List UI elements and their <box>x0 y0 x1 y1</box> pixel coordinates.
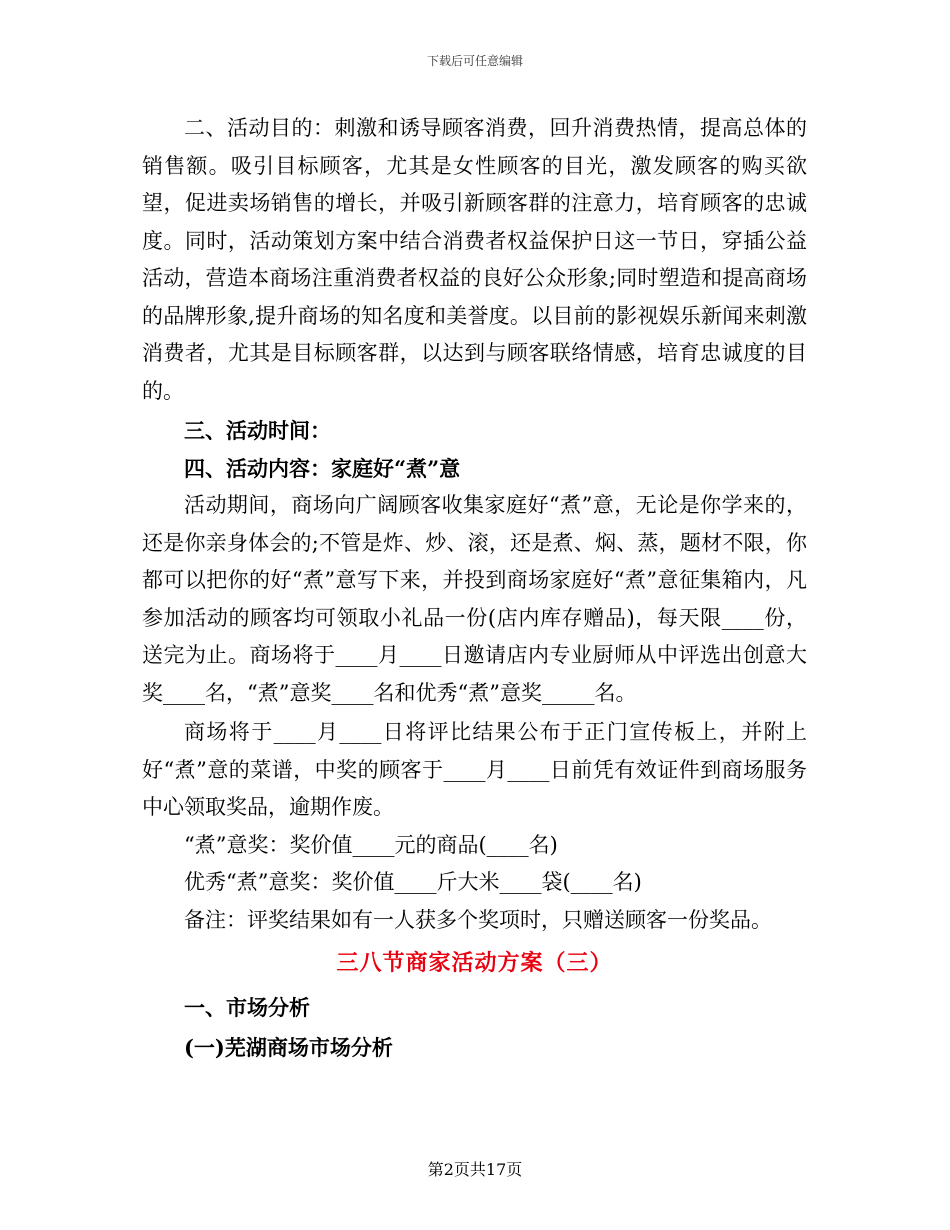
paragraph-activity-details: 活动期间，商场向广阔顾客收集家庭好“煮”意，无论是你学来的，还是你亲身体会的;不管是炸、炒、滚，还是煮、焖、蒸，题材不限，你都可以把你的好“煮”意写下来，并投到商场家庭好“煮”意征集箱内，凡参加活动的顾客均可领取小礼品一份(店内库存赠品)，每天限____份，送完为止。商场将于____月____日邀请店内专业厨师从中评选出创意大奖____名，“煮”意奖____名和优秀“煮”意奖_____名。 <box>142 493 807 705</box>
heading-activity-content: 四、活动内容：家庭好“煮”意 <box>184 455 461 481</box>
paragraph-prize-idea: “煮”意奖：奖价值____元的商品(____名) <box>184 832 558 857</box>
paragraph-results-announcement: 商场将于____月____日将评比结果公布于正门宣传板上，并附上好“煮”意的菜谱，中奖的顾客于____月____日前凭有效证件到商场服务中心领取奖品，逾期作废。 <box>142 720 807 819</box>
page-footer: 第2页共17页 <box>427 1160 523 1179</box>
paragraph-prize-excellent: 优秀“煮”意奖：奖价值____斤大米____袋(____名) <box>184 870 642 894</box>
page-header: 下载后可任意编辑 <box>426 54 523 68</box>
heading-market-analysis: 一、市场分析 <box>184 995 310 1020</box>
paragraph-activity-purpose: 二、活动目的：刺激和诱导顾客消费，回升消费热情，提高总体的销售额。吸引目标顾客，尤其是女性顾客的目光，激发顾客的购买欲望，促进卖场销售的增长，并吸引新顾客群的注意力，培育顾客的忠诚度。同时，活动策划方案中结合消费者权益保护日这一节日，穿插公益活动，营造本商场注重消费者权益的良好公众形象;同时塑造和提高商场的品牌形象,提升商场的知名度和美誉度。以目前的影视娱乐新闻来刺激消费者，尤其是目标顾客群，以达到与顾客联络情感，培育忠诚度的目的。 <box>142 116 807 403</box>
section-title: 三八节商家活动方案（三） <box>336 950 613 976</box>
heading-wuhu-market-analysis: (一)芜湖商场市场分析 <box>184 1034 393 1060</box>
document-body <box>142 110 807 1066</box>
paragraph-remark: 备注：评奖结果如有一人获多个奖项时，只赠送顾客一份奖品。 <box>184 907 772 932</box>
heading-activity-time: 三、活动时间： <box>184 418 331 443</box>
